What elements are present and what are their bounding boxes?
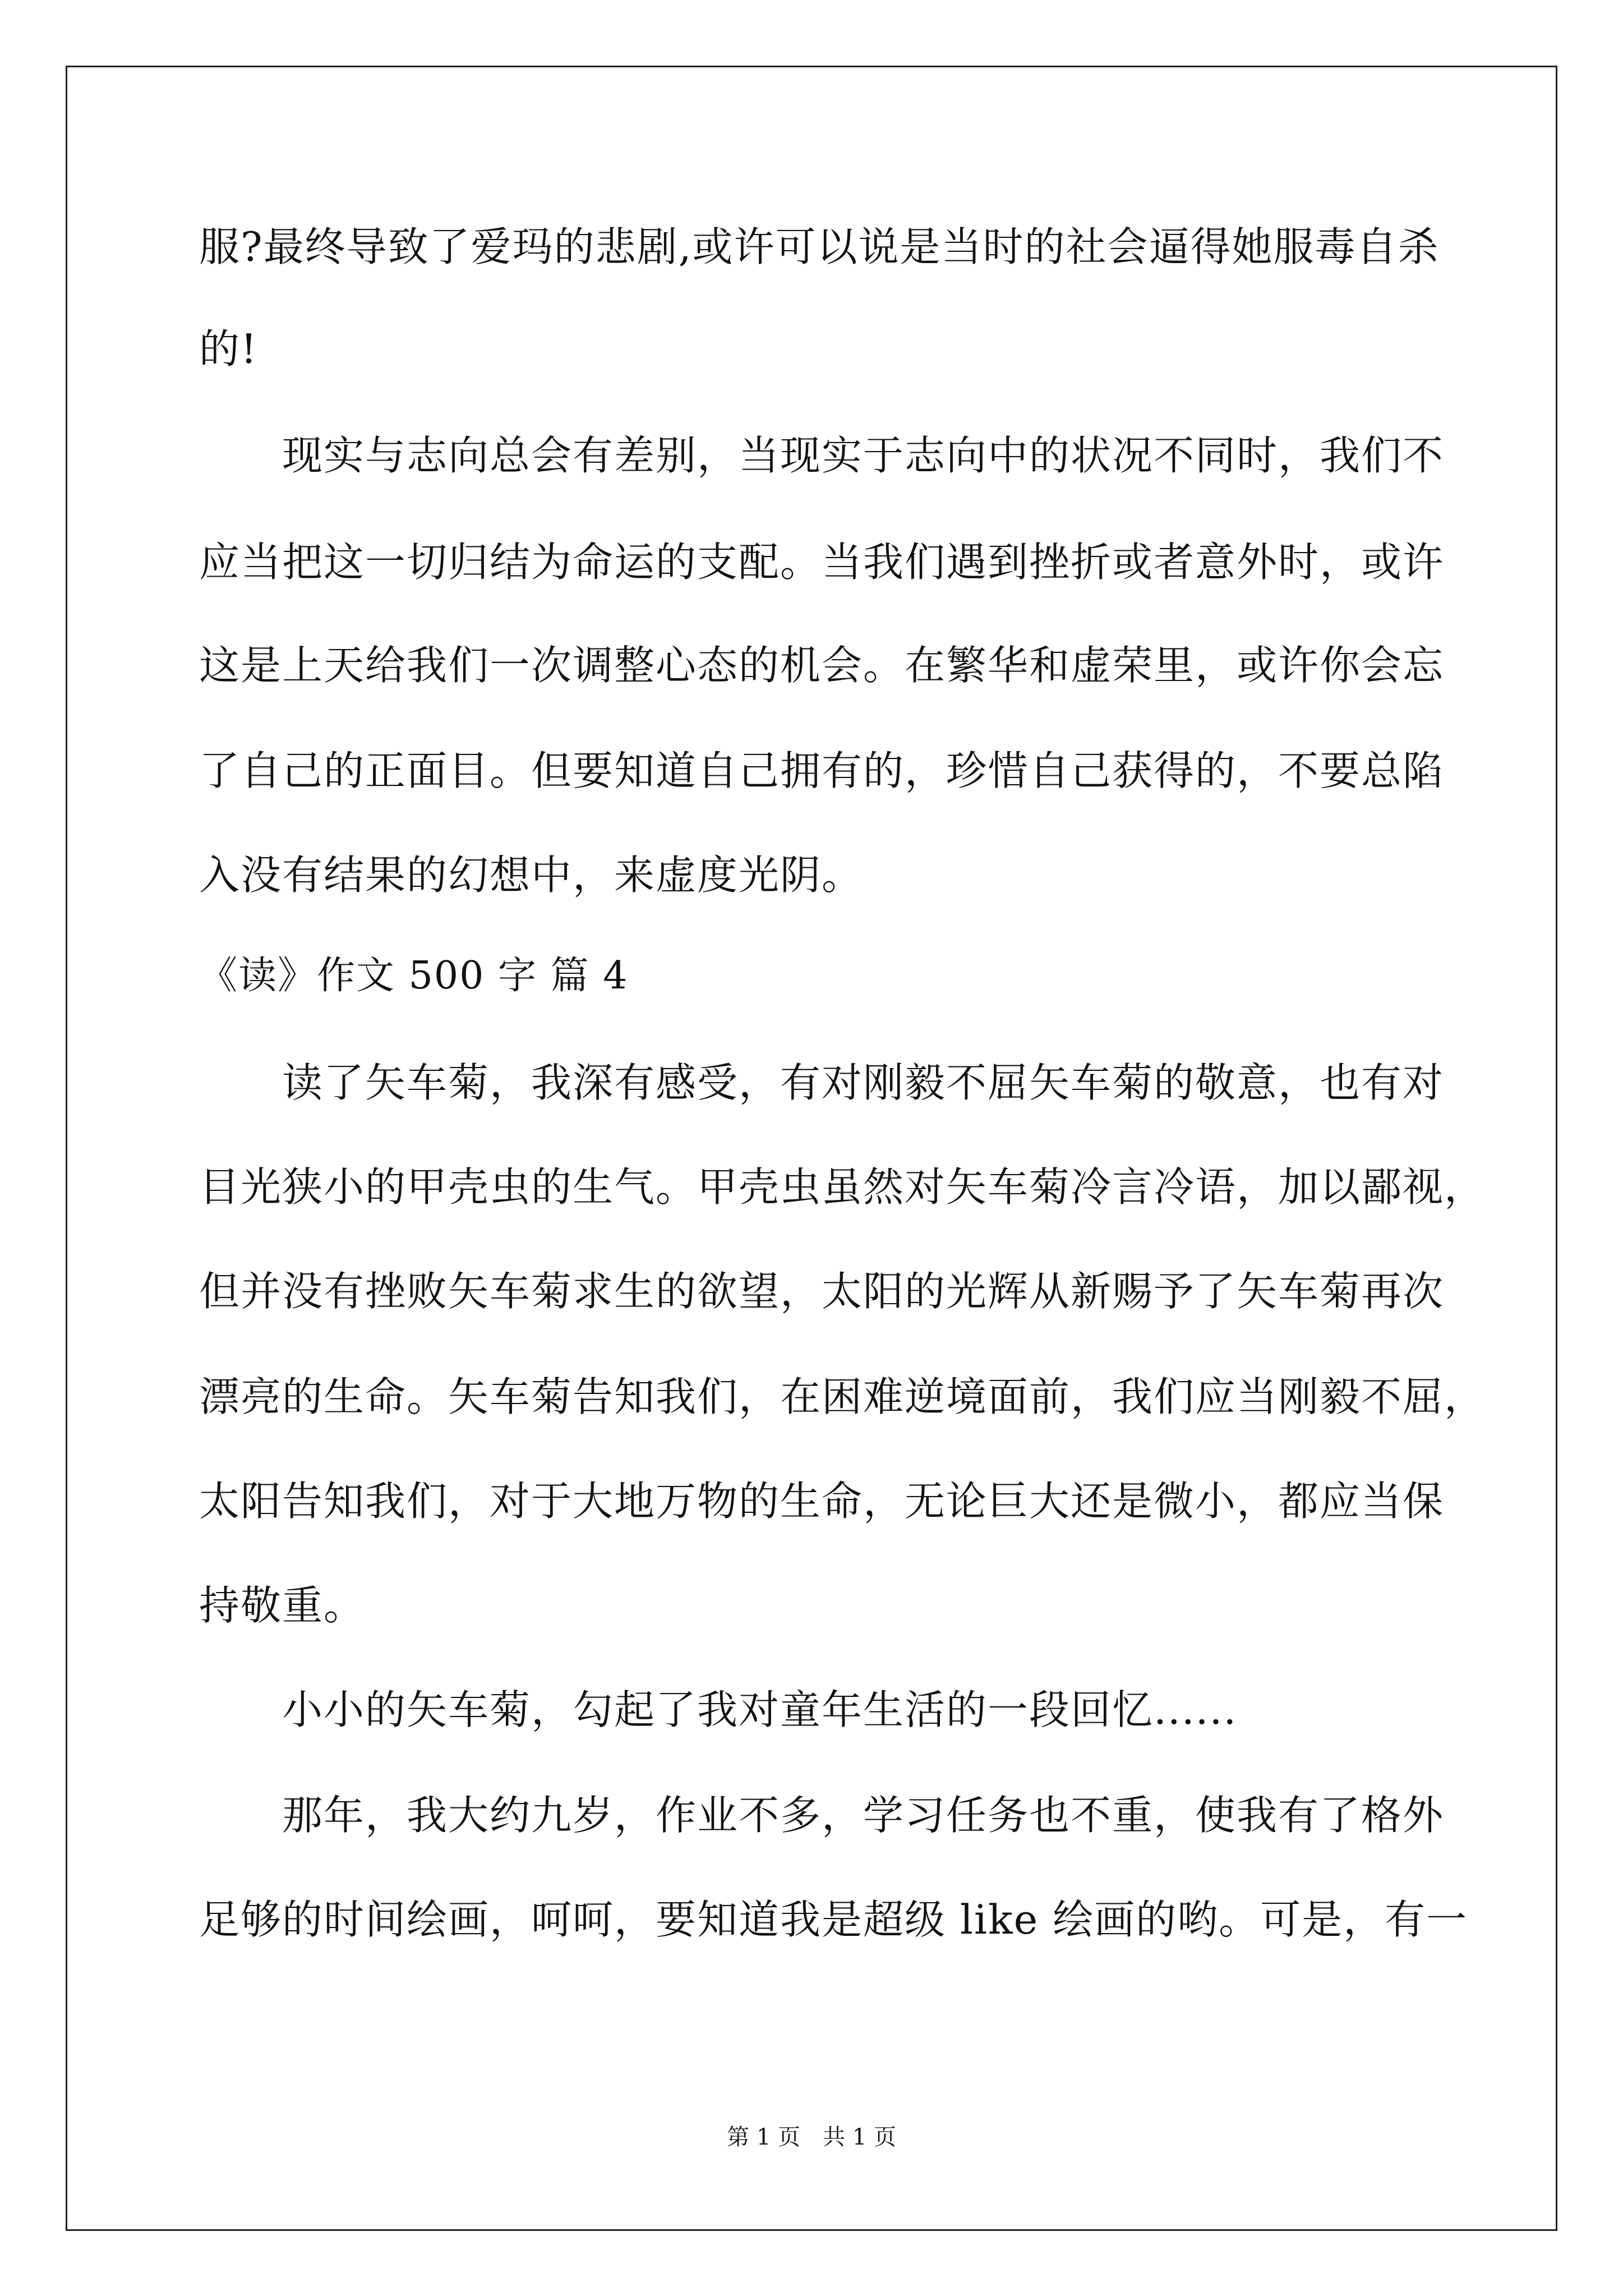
section-heading: 《读》作文 500 字 篇 4 (199, 954, 629, 998)
text-line: 足够的时间绘画，呵呵，要知道我是超级 like 绘画的哟。可是，有一 (199, 1896, 1468, 1943)
text-line: 这是上天给我们一次调整心态的机会。在繁华和虚荣里，或许你会忘 (199, 642, 1445, 689)
text-line: 入没有结果的幻想中，来虚度光阴。 (199, 852, 864, 899)
text-line: 漂亮的生命。矢车菊告知我们，在困难逆境面前，我们应当刚毅不屈， (199, 1373, 1486, 1420)
paragraph-start-line: 读了矢车菊，我深有感受，有对刚毅不屈矢车菊的敬意，也有对 (282, 1059, 1445, 1106)
text-line: 但并没有挫败矢车菊求生的欲望，太阳的光辉从新赐予了矢车菊再次 (199, 1268, 1445, 1315)
page-number: 第 1 页 (727, 2124, 800, 2150)
text-line: 了自己的正面目。但要知道自己拥有的，珍惜自己获得的，不要总陷 (199, 747, 1445, 794)
text-line: 应当把这一切归结为命运的支配。当我们遇到挫折或者意外时，或许 (199, 539, 1445, 586)
paragraph-start-line: 那年，我大约九岁，作业不多，学习任务也不重，使我有了格外 (282, 1792, 1445, 1839)
page-footer (0, 2120, 1623, 2154)
text-line: 的! (199, 325, 258, 372)
text-line: 服?最终导致了爱玛的悲剧,或许可以说是当时的社会逼得她服毒自杀 (199, 223, 1440, 270)
paragraph-start-line: 小小的矢车菊，勾起了我对童年生活的一段回忆...... (282, 1686, 1238, 1733)
paragraph-start-line: 现实与志向总会有差别，当现实于志向中的状况不同时，我们不 (282, 432, 1445, 479)
total-pages: 共 1 页 (823, 2124, 896, 2150)
text-line: 太阳告知我们，对于大地万物的生命，无论巨大还是微小，都应当保 (199, 1478, 1445, 1525)
text-line: 目光狭小的甲壳虫的生气。甲壳虫虽然对矢车菊冷言冷语，加以鄙视， (199, 1163, 1486, 1211)
text-line: 持敬重。 (199, 1582, 366, 1629)
